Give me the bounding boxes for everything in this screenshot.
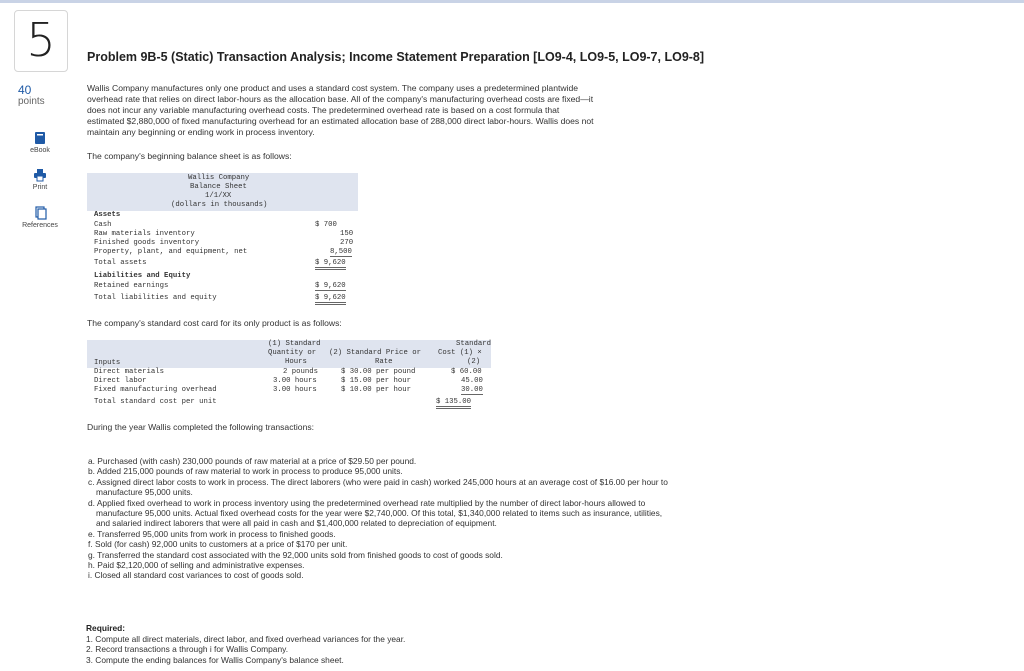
cc-col1-line: Hours bbox=[285, 358, 307, 366]
references-label: References bbox=[22, 222, 58, 229]
list-item: g. Transferred the standard cost associated with the 92,000 units sold from finished goods to cost of goods sold. bbox=[88, 549, 503, 560]
transactions-list bbox=[88, 456, 668, 581]
bs-units: (dollars in thousands) bbox=[171, 201, 268, 209]
cc-inputs-label: Inputs bbox=[94, 359, 121, 367]
cc-row-cost: $ 60.00 bbox=[451, 368, 482, 376]
book-icon bbox=[33, 131, 47, 145]
cc-row-rate: $ 15.00 per hour bbox=[341, 377, 412, 385]
printer-icon bbox=[33, 168, 47, 182]
balance-intro: The company's beginning balance sheet is as follows: bbox=[87, 151, 292, 161]
bs-row-label: Raw materials inventory bbox=[94, 230, 195, 238]
bs-company: Wallis Company bbox=[188, 174, 250, 182]
cc-col1-line: Quantity or bbox=[268, 349, 317, 357]
cc-row-cost: 45.00 bbox=[461, 377, 483, 385]
question-number: 5 bbox=[26, 13, 56, 67]
list-item: c. Assigned direct labor costs to work in process. The direct laborers (who were paid in cash) worked 245,000 hours at an average cost of $16.00 per hour to manufacture 95,000 units. bbox=[88, 476, 668, 498]
print-label: Print bbox=[32, 184, 48, 191]
bs-row-label: Finished goods inventory bbox=[94, 239, 200, 247]
points-block bbox=[18, 84, 45, 108]
list-item: h. Paid $2,120,000 of selling and administrative expenses. bbox=[88, 560, 305, 571]
cc-row-label: Direct labor bbox=[94, 377, 147, 385]
cc-row-qty: 3.00 hours bbox=[273, 386, 317, 394]
points-label: points bbox=[18, 96, 45, 107]
cc-col3-line: Cost (1) × bbox=[438, 349, 482, 357]
bs-row-label: Retained earnings bbox=[94, 282, 169, 290]
list-item: i. Closed all standard cost variances to cost of goods sold. bbox=[88, 570, 304, 581]
intro-line: estimated $2,880,000 of fixed manufacturing overhead for an estimated allocation base of 288,000 direct labor-hours. Wallis does not bbox=[87, 116, 594, 126]
cost-card-intro: The company's standard cost card for its only product is as follows: bbox=[87, 318, 342, 328]
cc-col1-line: (1) Standard bbox=[268, 340, 321, 348]
required-item: 3. Compute the ending balances for Wallis Company's balance sheet. bbox=[86, 654, 344, 665]
list-item: a. Purchased (with cash) 230,000 pounds of raw material at a price of $29.50 per pound. bbox=[88, 456, 417, 466]
list-item: b. Added 215,000 pounds of raw material to work in process to produce 95,000 units. bbox=[88, 466, 403, 477]
required-item: 1. Compute all direct materials, direct labor, and fixed overhead variances for the year. bbox=[86, 633, 406, 644]
intro-line: overhead rate that relies on direct labor-hours as the allocation base. All of the company's manufacturing overhead costs are fixed—it bbox=[87, 94, 594, 104]
cc-row-label: Direct materials bbox=[94, 368, 165, 376]
problem-title: Problem 9B-5 (Static) Transaction Analysis; Income Statement Preparation [LO9-4, LO9-5, LO9-7, LO9-8] bbox=[87, 50, 705, 64]
bs-row-value: 150 bbox=[340, 230, 354, 238]
list-item: e. Transferred 95,000 units from work in process to finished goods. bbox=[88, 528, 336, 539]
bs-total-label: Total liabilities and equity bbox=[94, 294, 217, 302]
bs-title: Balance Sheet bbox=[190, 183, 247, 191]
bs-row-value: $ 700 bbox=[315, 221, 337, 229]
ebook-label: eBook bbox=[30, 147, 50, 154]
references-icon bbox=[33, 206, 47, 220]
bs-liab-heading: Liabilities and Equity bbox=[94, 272, 191, 280]
list-item: d. Applied fixed overhead to work in process inventory using the predetermined overhead rate multiplied by the number of direct labor-hours allowed to manufacture 95,000 units. Actual fixed overhead costs for the year were $2,740,000. Of this total, $1,340,000 related to items such as insurance, utilities, and salaried indirect laborers that were all paid in cash and $1,400,000 related to depreciation of equipment. bbox=[88, 497, 663, 529]
intro-line: maintain any beginning or ending work in process inventory. bbox=[87, 127, 315, 137]
transactions-intro: During the year Wallis completed the following transactions: bbox=[87, 422, 315, 432]
references-link[interactable] bbox=[20, 206, 60, 229]
cc-row-qty: 3.00 hours bbox=[273, 377, 317, 385]
question-number-box bbox=[14, 10, 68, 72]
intro-line: does not incur any variable manufacturing overhead costs. The predetermined overhead rate is based on a cost formula that bbox=[87, 105, 560, 115]
cc-row-qty: 2 pounds bbox=[283, 368, 319, 376]
bs-row-value: 8,500 bbox=[330, 248, 352, 256]
required-heading: Required: bbox=[86, 623, 126, 633]
ebook-link[interactable] bbox=[20, 131, 60, 154]
cc-row-rate: $ 10.00 per hour bbox=[341, 386, 412, 394]
standard-cost-card bbox=[87, 340, 491, 412]
bs-row-value: 270 bbox=[340, 239, 354, 247]
intro-line: Wallis Company manufactures only one product and uses a standard cost system. The company uses a predetermined plantwide bbox=[87, 83, 579, 93]
top-border bbox=[0, 0, 1024, 3]
cc-total-value: $ 135.00 bbox=[436, 398, 471, 409]
bs-total-value: $ 9,620 bbox=[315, 294, 346, 305]
cc-col2-line: Rate bbox=[375, 358, 393, 366]
cc-col3-line: (2) bbox=[467, 358, 481, 366]
bs-total-value: $ 9,620 bbox=[315, 259, 346, 270]
bs-row-label: Property, plant, and equipment, net bbox=[94, 248, 248, 256]
cc-col3-line: Standard bbox=[456, 340, 492, 348]
cc-col2-line: (2) Standard Price or bbox=[329, 349, 421, 357]
bs-date: 1/1/XX bbox=[205, 192, 232, 200]
print-link[interactable] bbox=[20, 168, 60, 191]
list-item: f. Sold (for cash) 92,000 units to customers at a price of $170 per unit. bbox=[88, 539, 348, 550]
required-item: 2. Record transactions a through i for Wallis Company. bbox=[86, 644, 289, 654]
cc-row-rate: $ 30.00 per pound bbox=[341, 368, 416, 376]
cc-total-label: Total standard cost per unit bbox=[94, 398, 217, 406]
bs-row-label: Cash bbox=[94, 221, 112, 229]
bs-assets-heading: Assets bbox=[94, 211, 121, 219]
points-value: 40 bbox=[18, 83, 32, 97]
balance-sheet bbox=[87, 173, 358, 310]
cc-row-label: Fixed manufacturing overhead bbox=[94, 386, 217, 394]
bs-row-value: $ 9,620 bbox=[315, 282, 346, 290]
intro-paragraph bbox=[87, 83, 594, 138]
cc-row-cost: 30.00 bbox=[461, 386, 483, 394]
required-section bbox=[86, 623, 405, 665]
bs-total-label: Total assets bbox=[94, 259, 147, 267]
